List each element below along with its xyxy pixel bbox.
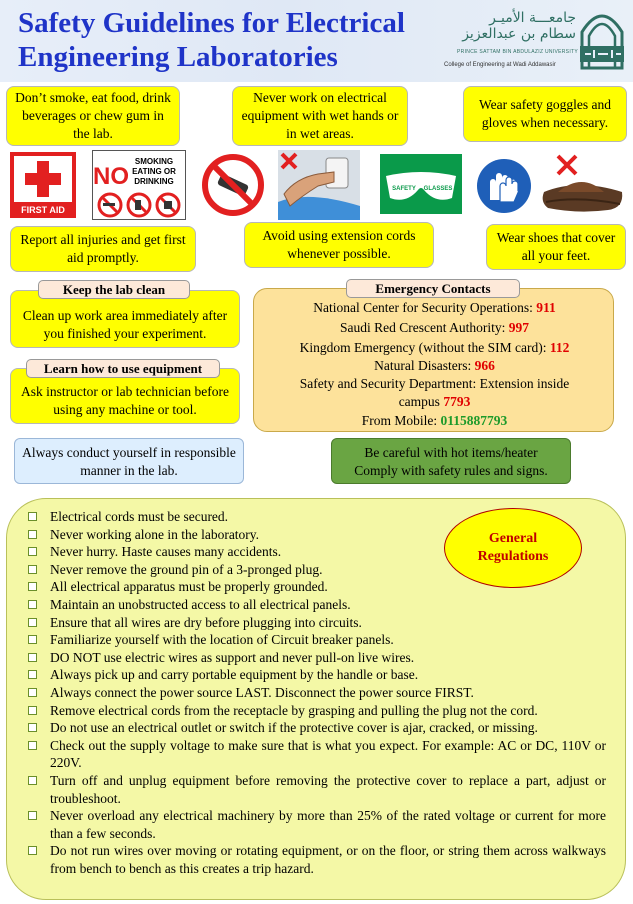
emergency-line-6: campus 7793 xyxy=(398,394,471,409)
emergency-line-1: National Center for Security Operations: 911 xyxy=(313,300,556,315)
emergency-contacts-panel xyxy=(253,288,614,432)
tip-shoes: Wear shoes that cover all your feet. xyxy=(486,224,626,270)
list-item: Check out the supply voltage to make sure that is what you expect. For example: AC or DC, 110V or 220V. xyxy=(24,737,606,772)
tip-goggles: Wear safety goggles and gloves when necessary. xyxy=(463,86,627,142)
learn-equipment-tag: Learn how to use equipment xyxy=(26,359,220,378)
conduct-box: Always conduct yourself in responsible manner in the lab. xyxy=(14,438,244,484)
first-aid-label: FIRST AID xyxy=(21,205,65,215)
checkbox-bullet-icon xyxy=(28,776,37,785)
no-sign-label: NO xyxy=(93,163,129,190)
list-item: Do not run wires over moving or rotating equipment, or on the floor, or string them across walkways from bench to bench as this creates a trip hazard. xyxy=(24,842,606,877)
first-aid-icon xyxy=(10,152,76,218)
checkbox-bullet-icon xyxy=(28,653,37,662)
no-sandals-icon xyxy=(538,152,626,218)
checkbox-bullet-icon xyxy=(28,741,37,750)
no-sign-text-3: DRINKING xyxy=(134,177,174,186)
checkbox-bullet-icon xyxy=(28,600,37,609)
list-item: Electrical cords must be secured. xyxy=(24,508,434,526)
list-item: Always connect the power source LAST. Disconnect the power source FIRST. xyxy=(24,684,606,702)
checkbox-bullet-icon xyxy=(28,811,37,820)
no-smoking-eating-icon xyxy=(92,150,186,220)
list-item: All electrical apparatus must be properly grounded. xyxy=(24,578,606,596)
general-title-line-2: Regulations xyxy=(477,549,549,564)
gloves-icon xyxy=(476,158,532,214)
tip-extension-cords: Avoid using extension cords whenever possible. xyxy=(244,222,434,268)
checkbox-bullet-icon xyxy=(28,670,37,679)
logo-college-name: College of Engineering at Wadi Addawasir xyxy=(444,62,556,68)
emergency-line-5: Safety and Security Department: Extension inside xyxy=(299,376,570,391)
tip-wet-hands: Never work on electrical equipment with wet hands or in wet areas. xyxy=(232,86,408,146)
list-item: Familiarize yourself with the location of Circuit breaker panels. xyxy=(24,631,606,649)
list-item: Do not use an electrical outlet or switch if the protective cover is ajar, cracked, or missing. xyxy=(24,719,606,737)
careful-line-1: Be careful with hot items/heater xyxy=(364,445,538,460)
list-item: Ensure that all wires are dry before plugging into circuits. xyxy=(24,614,606,632)
emergency-line-3: Kingdom Emergency (without the SIM card): 112 xyxy=(299,340,570,355)
list-item: Never working alone in the laboratory. xyxy=(24,526,434,544)
list-item: Never overload any electrical machinery by more than 25% of the rated voltage or current for more than a few seconds. xyxy=(24,807,606,842)
header-banner xyxy=(0,0,633,82)
emergency-contacts-tag: Emergency Contacts xyxy=(346,279,520,298)
general-regulations-badge xyxy=(444,508,582,588)
checkbox-bullet-icon xyxy=(28,846,37,855)
checkbox-bullet-icon xyxy=(28,565,37,574)
tip-no-food: Don’t smoke, eat food, drink beverages or chew gum in the lab. xyxy=(6,86,180,146)
checkbox-bullet-icon xyxy=(28,635,37,644)
checkbox-bullet-icon xyxy=(28,547,37,556)
list-item: DO NOT use electric wires as support and never pull-on live wires. xyxy=(24,649,606,667)
learn-equipment-box: Ask instructor or lab technician before using any machine or tool. xyxy=(10,368,240,424)
page-title: Safety Guidelines for Electrical Engineering Laboratories xyxy=(18,7,405,73)
checkbox-bullet-icon xyxy=(28,530,37,539)
no-wet-plug-icon xyxy=(200,152,266,218)
keep-clean-box: Clean up work area immediately after you finished your experiment. xyxy=(10,290,240,348)
checkbox-bullet-icon xyxy=(28,723,37,732)
no-sign-text-1: SMOKING xyxy=(134,157,174,166)
glasses-label-2: GLASSES xyxy=(423,186,453,192)
general-title-line-1: General xyxy=(488,531,538,546)
careful-box xyxy=(331,438,571,484)
university-logo xyxy=(440,4,630,80)
list-item: Never remove the ground pin of a 3-pronged plug. xyxy=(24,561,434,579)
wet-hand-outlet-icon xyxy=(278,150,360,220)
emergency-line-2: Saudi Red Crescent Authority: 997 xyxy=(340,320,529,335)
checkbox-bullet-icon xyxy=(28,618,37,627)
emergency-line-7: From Mobile: 0115887793 xyxy=(361,413,508,428)
glasses-label-1: SAFETY xyxy=(392,186,416,192)
list-item: Turn off and unplug equipment before removing the protective cover to replace a part, adjust or troubleshoot. xyxy=(24,772,606,807)
careful-line-2: Comply with safety rules and signs. xyxy=(354,463,548,478)
list-item: Always pick up and carry portable equipment by the handle or base. xyxy=(24,666,606,684)
list-item: Never hurry. Haste causes many accidents. xyxy=(24,543,434,561)
checkbox-bullet-icon xyxy=(28,688,37,697)
logo-english-name: PRINCE SATTAM BIN ABDULAZIZ UNIVERSITY xyxy=(457,49,578,55)
no-sign-text-2: EATING OR xyxy=(132,167,176,176)
checkbox-bullet-icon xyxy=(28,706,37,715)
checkbox-bullet-icon xyxy=(28,512,37,521)
checkbox-bullet-icon xyxy=(28,582,37,591)
tip-report-injuries: Report all injuries and get first aid promptly. xyxy=(10,226,196,272)
list-item: Remove electrical cords from the receptacle by grasping and pulling the plug not the cord. xyxy=(24,702,606,720)
emergency-line-4: Natural Disasters: 966 xyxy=(374,358,495,373)
safety-glasses-icon xyxy=(380,154,462,214)
university-emblem-icon xyxy=(576,6,628,70)
list-item: Maintain an unobstructed access to all electrical panels. xyxy=(24,596,606,614)
logo-arabic-line1: جامعـــة الأميـر xyxy=(489,10,576,26)
keep-clean-tag: Keep the lab clean xyxy=(38,280,190,299)
logo-arabic-line2: سطام بن عبدالعزيز xyxy=(462,26,576,42)
